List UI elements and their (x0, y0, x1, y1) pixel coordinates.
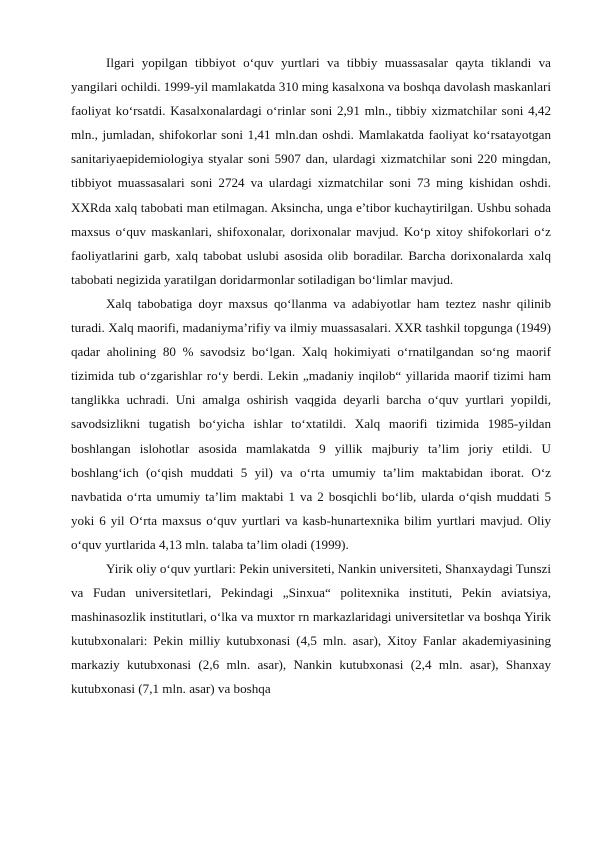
paragraph-universities-libraries: Yirik oliy o‘quv yurtlari: Pekin universiteti, Nankin universiteti, Shanxaydagi Tunszi va Fudan universitetlari, Pekindagi „Sinxua“ politexnika instituti, Pekin aviatsiya, mashinasozlik institutlari, o‘lka va muxtor rn markazlaridagi universitetlar va boshqa Yirik kutubxonalari: Pekin milliy kutubxonasi (4,5 mln. asar), Xitoy Fanlar akademiyasining markaziy kutubxonasi (2,6 mln. asar), Nankin kutubxonasi (2,4 mln. asar), Shanxay kutubxonasi (7,1 mln. asar) va boshqa (71, 560, 551, 697)
body-text (71, 51, 551, 702)
paragraph-education-system: Xalq tabobatiga doyr maxsus qo‘llanma va adabiyotlar ham teztez nashr qilinib turadi. Xalq maorifi, madaniyma’rifiy va ilmiy muassasalari. XXR tashkil topgunga (1949) qadar aholining 80 % savodsiz bo‘lgan. Xalq hokimiyati o‘rnatilgandan so‘ng maorif tizimida tub o‘zgarishlar ro‘y berdi. Lekin „madaniy inqilob“ yillarida maorif tizimi ham tanglikka uchradi. Uni amalga oshirish vaqgida deyarli barcha o‘quv yurtlari yopildi, savodsizlikni tugatish bo‘yicha ishlar to‘xtatildi. Xalq maorifi tizimida 1985-yildan boshlangan islohotlar asosida mamlakatda 9 yillik majburiy ta’lim joriy etildi. U boshlang‘ich (o‘qish muddati 5 yil) va o‘rta umumiy ta’lim maktabidan iborat. O‘z navbatida o‘rta umumiy ta’lim maktabi 1 va 2 bosqichli bo‘lib, ularda o‘qish muddati 5 yoki 6 yil O‘rta maxsus o‘quv yurtlari va kasb-hunartexnika bilim yurtlari mavjud. Oliy o‘quv yurtlarida 4,13 mln. talaba ta’lim oladi (1999). (71, 295, 551, 552)
paragraph-medical-institutions: Ilgari yopilgan tibbiyot o‘quv yurtlari va tibbiy muassasalar qayta tiklandi va yangilari ochildi. 1999-yil mamlakatda 310 ming kasalxona va boshqa davolash maskanlari faoliyat ko‘rsatdi. Kasalxonalardagi o‘rinlar soni 2,91 mln., tibbiy xizmatchilar soni 4,42 mln., jumladan, shifokorlar soni 1,41 mln.dan oshdi. Mamlakatda faoliyat ko‘rsatayotgan sanitariyaepidemiologiya styalar soni 5907 dan, ulardagi xizmatchilar soni 220 mingdan, tibbiyot muassasalari soni 2724 va ulardagi xizmatchilar soni 73 ming kishidan oshdi. XXRda xalq tabobati man etilmagan. Aksincha, unga e’tibor kuchaytirilgan. Ushbu sohada maxsus o‘quv maskanlari, shifoxonalar, dorixonalar mavjud. Ko‘p xitoy shifokorlari o‘z faoliyatlarini garb, xalq tabobat uslubi asosida olib boradilar. Barcha dorixonalarda xalq tabobati negizida yaratilgan doridarmonlar sotiladigan bo‘limlar mavjud. (71, 55, 551, 287)
